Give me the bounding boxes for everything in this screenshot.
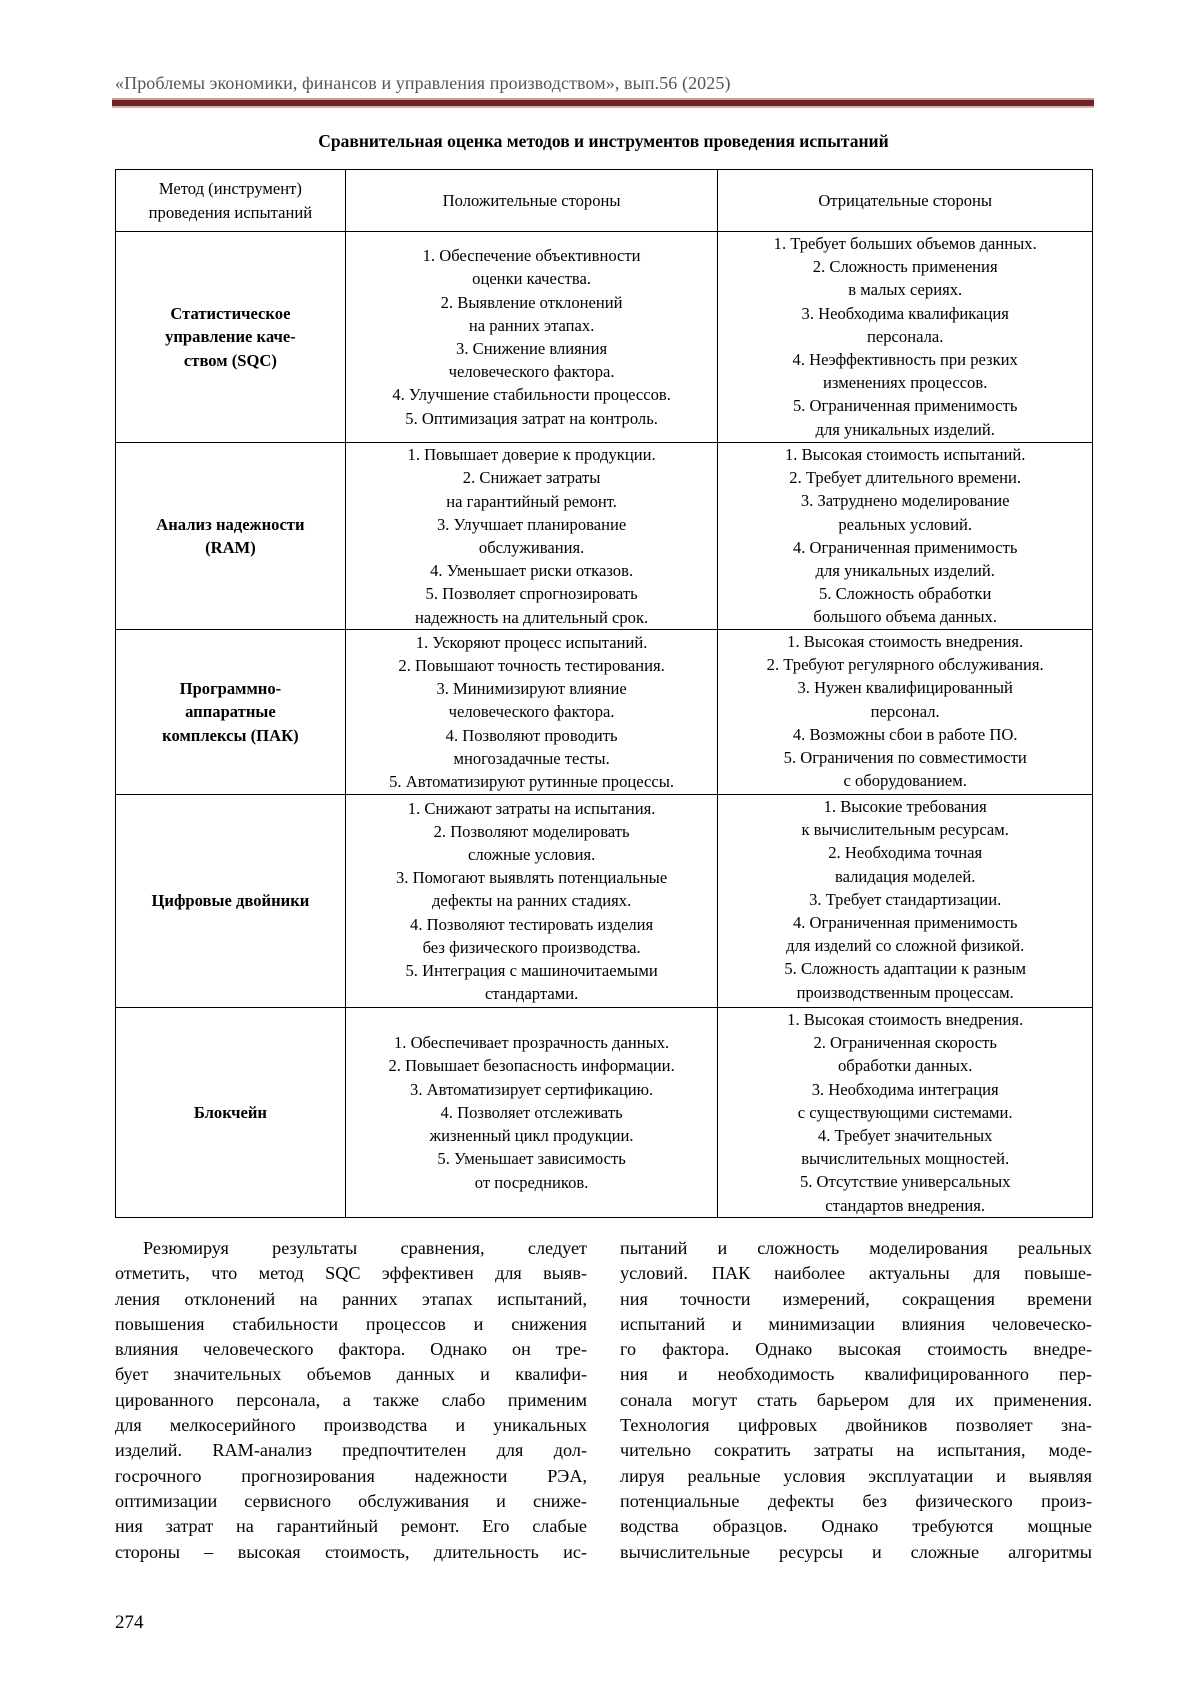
body-text-line: изделий. RAM-анализ предпочтителен для дол-	[115, 1440, 587, 1461]
body-text-line: ния затрат на гарантийный ремонт. Его слабые	[115, 1516, 587, 1537]
body-column-right	[620, 1236, 1092, 1565]
table-row	[116, 232, 1093, 443]
positive-cell: 1. Повышает доверие к продукции. 2. Снижает затраты на гарантийный ремонт. 3. Улучшает планирование обслуживания. 4. Уменьшает риски отказов. 5. Позволяет спрогнозировать надежность на длительный срок.	[345, 443, 718, 630]
body-text-line: сонала могут стать барьером для их применения.	[620, 1389, 1092, 1410]
body-text-line: вычислительные ресурсы и сложные алгоритмы	[620, 1541, 1092, 1562]
body-text-line: оптимизации сервисного обслуживания и сниже-	[115, 1490, 587, 1511]
table-row	[116, 443, 1093, 630]
negative-cell: 1. Высокая стоимость внедрения. 2. Требуют регулярного обслуживания. 3. Нужен квалифицированный персонал. 4. Возможны сбои в работе ПО. 5. Ограничения по совместимости с оборудованием.	[718, 630, 1093, 795]
body-text-line: отметить, что метод SQC эффективен для выяв-	[115, 1263, 587, 1284]
body-text-line: ния и необходимость квалифицированного пер-	[620, 1364, 1092, 1385]
body-text-line: влияния человеческого фактора. Однако он тре-	[115, 1339, 587, 1360]
body-text-line: водства образцов. Однако требуются мощные	[620, 1516, 1092, 1537]
positive-cell: 1. Обеспечение объективности оценки качества. 2. Выявление отклонений на ранних этапах. 3. Снижение влияния человеческого фактора. 4. Улучшение стабильности процессов. 5. Оптимизация затрат на контроль.	[345, 232, 718, 443]
header-method: Метод (инструмент) проведения испытаний	[116, 170, 346, 232]
table-row	[116, 630, 1093, 795]
body-text-line: лируя реальные условия эксплуатации и выявляя	[620, 1465, 1092, 1486]
body-text-line: Резюмируя результаты сравнения, следует	[143, 1238, 587, 1258]
body-text-line: ния точности измерений, сокращения времени	[620, 1288, 1092, 1309]
method-cell: Анализ надежности (RAM)	[116, 443, 346, 630]
negative-cell: 1. Высокие требования к вычислительным ресурсам. 2. Необходима точная валидация моделей. 3. Требует стандартизации. 4. Ограниченная применимость для изделий со сложной физикой. 5. Сложность адаптации к разным производственным процессам.	[718, 795, 1093, 1008]
body-text-line: чительно сократить затраты на испытания, моде-	[620, 1440, 1092, 1461]
body-text-line: бует значительных объемов данных и квалифи-	[115, 1364, 587, 1385]
comparison-table	[115, 169, 1093, 1218]
body-text-line: условий. ПАК наиболее актуальны для повыше-	[620, 1263, 1092, 1284]
negative-cell: 1. Требует больших объемов данных. 2. Сложность применения в малых сериях. 3. Необходима квалификация персонала. 4. Неэффективность при резких изменениях процессов. 5. Ограниченная применимость для уникальных изделий.	[718, 232, 1093, 443]
body-text-line: Технология цифровых двойников позволяет зна-	[620, 1415, 1092, 1436]
body-text-line: стороны – высокая стоимость, длительность ис-	[115, 1541, 587, 1562]
method-cell: Статистическое управление каче- ством (SQC)	[116, 232, 346, 443]
negative-cell: 1. Высокая стоимость внедрения. 2. Ограниченная скорость обработки данных. 3. Необходима интеграция с существующими системами. 4. Требует значительных вычислительных мощностей. 5. Отсутствие универсальных стандартов внедрения.	[718, 1008, 1093, 1218]
positive-cell: 1. Ускоряют процесс испытаний. 2. Повышают точность тестирования. 3. Минимизируют влияние человеческого фактора. 4. Позволяют проводить многозадачные тесты. 5. Автоматизируют рутинные процессы.	[345, 630, 718, 795]
table-title: Сравнительная оценка методов и инструментов проведения испытаний	[318, 131, 889, 151]
table-row	[116, 1008, 1093, 1218]
negative-cell: 1. Высокая стоимость испытаний. 2. Требует длительного времени. 3. Затруднено моделирование реальных условий. 4. Ограниченная применимость для уникальных изделий. 5. Сложность обработки большого объема данных.	[718, 443, 1093, 630]
body-text-line: испытаний и минимизации влияния человеческо-	[620, 1313, 1092, 1334]
method-cell: Блокчейн	[116, 1008, 346, 1218]
running-head: «Проблемы экономики, финансов и управления производством», вып.56 (2025)	[115, 73, 731, 93]
header-negative: Отрицательные стороны	[718, 170, 1093, 232]
body-column-left	[115, 1236, 587, 1565]
method-cell: Программно- аппаратные комплексы (ПАК)	[116, 630, 346, 795]
body-text-line: го фактора. Однако высокая стоимость внедре-	[620, 1339, 1092, 1360]
body-text-line: госрочного прогнозирования надежности РЭА,	[115, 1465, 587, 1486]
body-text-line: цированного персонала, а также слабо применим	[115, 1389, 587, 1410]
positive-cell: 1. Обеспечивает прозрачность данных. 2. Повышает безопасность информации. 3. Автоматизирует сертификацию. 4. Позволяет отслеживать жизненный цикл продукции. 5. Уменьшает зависимость от посредников.	[345, 1008, 718, 1218]
header-positive: Положительные стороны	[345, 170, 718, 232]
table-row	[116, 795, 1093, 1008]
positive-cell: 1. Снижают затраты на испытания. 2. Позволяют моделировать сложные условия. 3. Помогают выявлять потенциальные дефекты на ранних стадиях. 4. Позволяют тестировать изделия без физического производства. 5. Интеграция с машиночитаемыми стандартами.	[345, 795, 718, 1008]
page-number: 274	[115, 1612, 144, 1633]
body-text-line: потенциальные дефекты без физического произ-	[620, 1490, 1092, 1511]
body-text-line: повышения стабильности процессов и снижения	[115, 1313, 587, 1334]
method-cell: Цифровые двойники	[116, 795, 346, 1008]
table-header-row	[116, 170, 1093, 232]
body-text-line: ления отклонений на ранних этапах испытаний,	[115, 1288, 587, 1309]
header-rule-thin	[112, 106, 1094, 108]
body-text-line: пытаний и сложность моделирования реальных	[620, 1238, 1092, 1258]
body-text-line: для мелкосерийного производства и уникальных	[115, 1415, 587, 1436]
